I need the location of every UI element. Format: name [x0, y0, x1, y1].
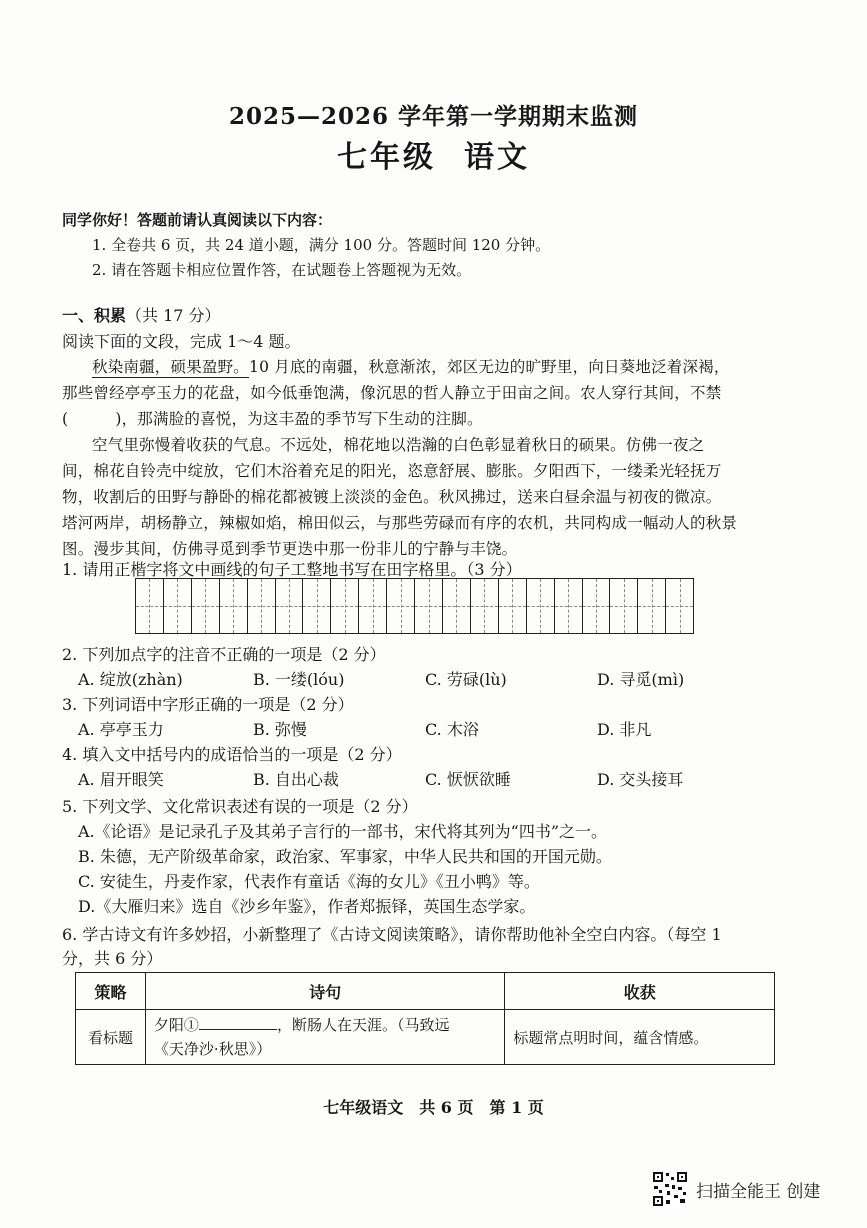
grid-cell[interactable] [164, 579, 192, 633]
question-1: 1. 请用正楷字将文中画线的句子工整地书写在田字格里。（3 分） [62, 560, 522, 579]
q4-option-a[interactable]: A. 眉开眼笑 [78, 770, 164, 789]
table-header-row [76, 973, 775, 1010]
section-heading [62, 303, 221, 326]
q5-option-b[interactable]: B. 朱德，无产阶级革命家，政治家、军事家，中华人民共和国的开国元勋。 [78, 847, 612, 866]
grid-cell[interactable] [136, 579, 164, 633]
verse-prefix: 夕阳① [153, 1016, 199, 1034]
row1-strategy: 看标题 [76, 1010, 146, 1065]
header-verse: 诗句 [145, 973, 504, 1010]
scanner-watermark [652, 1171, 820, 1207]
passage-p1-line3: ( )，那满脸的喜悦，为这丰盈的季节写下生动的注脚。 [62, 410, 483, 428]
q2-option-a[interactable]: A. 绽放(zhàn) [78, 670, 183, 689]
page-footer: 七年级语文 共 6 页 第 1 页 [323, 1098, 544, 1117]
grid-cell[interactable] [666, 579, 693, 633]
grid-cell[interactable] [499, 579, 527, 633]
q4-option-d[interactable]: D. 交头接耳 [597, 770, 684, 789]
verse-source: 《天净沙·秋思》） [153, 1040, 272, 1058]
reading-lead: 阅读下面的文段，完成 1～4 题。 [62, 332, 301, 351]
grid-cell[interactable] [471, 579, 499, 633]
question-4: 4. 填入文中括号内的成语恰当的一项是（2 分） [62, 745, 402, 764]
passage-p2-line4: 塔河两岸，胡杨静立，辣椒如焰，棉田似云，与那些劳碌而有序的农机，共同构成一幅动人的秋景 [62, 514, 738, 532]
grid-cell[interactable] [220, 579, 248, 633]
instructions-item-1: 1. 全卷共 6 页，共 24 道小题，满分 100 分。答题时间 120 分钟。 [92, 236, 551, 254]
q5-option-d[interactable]: D.《大雁归来》选自《沙乡年鉴》，作者郑振铎，英国生态学家。 [78, 897, 536, 916]
question-5: 5. 下列文学、文化常识表述有误的一项是（2 分） [62, 797, 418, 816]
row1-gain: 标题常点明时间，蕴含情感。 [505, 1010, 775, 1065]
qr-code-icon [652, 1171, 688, 1207]
table-row [76, 1010, 775, 1065]
row1-verse [145, 1010, 504, 1065]
q3-option-a[interactable]: A. 亭亭玉力 [78, 720, 164, 739]
grid-cell[interactable] [387, 579, 415, 633]
grid-cell[interactable] [192, 579, 220, 633]
strategy-table [75, 972, 775, 1065]
q2-option-c[interactable]: C. 劳碌(lù) [425, 670, 507, 689]
q3-option-c[interactable]: C. 木浴 [425, 720, 479, 739]
underlined-sentence: 秋染南疆，硕果盈野。 [92, 358, 250, 376]
passage-p2-line3: 物，收割后的田野与静卧的棉花都被镀上淡淡的金色。秋风拂过，送来白昼余温与初夜的微凉。 [62, 488, 722, 506]
grid-cell[interactable] [276, 579, 304, 633]
header-gain: 收获 [505, 973, 775, 1010]
grid-cell[interactable] [555, 579, 583, 633]
grade-label: 七年级 [337, 140, 436, 175]
exam-subject [0, 132, 867, 176]
grid-cell[interactable] [583, 579, 611, 633]
verse-suffix: ，断肠人在天涯。（马致远 [276, 1016, 450, 1034]
section-points: （共 17 分） [126, 306, 221, 325]
q2-option-d[interactable]: D. 寻觅(mì) [597, 670, 685, 689]
passage-p2-line2: 间，棉花自铃壳中绽放，它们木浴着充足的阳光，恣意舒展、膨胀。夕阳西下，一缕柔光轻抚万 [62, 462, 722, 480]
passage-p2-line5: 图。漫步其间，仿佛寻觅到季节更迭中那一份非儿的宁静与丰饶。 [62, 540, 518, 558]
grid-cell[interactable] [331, 579, 359, 633]
passage-p1-line1 [92, 355, 730, 377]
q3-option-d[interactable]: D. 非凡 [597, 720, 652, 739]
tianzige-grid[interactable] [135, 578, 694, 634]
q4-option-b[interactable]: B. 自出心裁 [253, 770, 339, 789]
exam-title: 2025—2026 学年第一学期期末监测 [228, 103, 639, 130]
grid-cell[interactable] [443, 579, 471, 633]
q5-option-c[interactable]: C. 安徒生，丹麦作家，代表作有童话《海的女儿》《丑小鸭》等。 [78, 872, 540, 891]
grid-cell[interactable] [248, 579, 276, 633]
passage-p2-line1: 空气里弥慢着收获的气息。不远处，棉花地以浩瀚的白色彰显着秋日的硕果。仿佛一夜之 [92, 436, 705, 454]
q4-option-c[interactable]: C. 恹恹欲睡 [425, 770, 511, 789]
q5-option-a[interactable]: A.《论语》是记录孔子及其弟子言行的一部书，宋代将其列为“四书”之一。 [78, 822, 608, 841]
q3-option-b[interactable]: B. 弥慢 [253, 720, 307, 739]
question-6-line1: 6. 学古诗文有许多妙招，小新整理了《古诗文阅读策略》，请你帮助他补全空白内容。（每空 1 [62, 925, 722, 944]
grid-cell[interactable] [359, 579, 387, 633]
grid-cell[interactable] [527, 579, 555, 633]
question-3: 3. 下列词语中字形正确的一项是（2 分） [62, 695, 354, 714]
subject-label: 语文 [464, 140, 530, 175]
instructions-heading: 同学你好！答题前请认真阅读以下内容： [62, 211, 333, 229]
grid-cell[interactable] [303, 579, 331, 633]
grid-cell[interactable] [610, 579, 638, 633]
watermark-text: 扫描全能王 创建 [696, 1181, 821, 1202]
passage-text: 10 月底的南疆，秋意渐浓，郊区无边的旷野里，向日葵地泛着深褐， [249, 358, 730, 376]
grid-cell[interactable] [638, 579, 666, 633]
q2-option-b[interactable]: B. 一缕(lóu) [253, 670, 345, 689]
grid-cell[interactable] [415, 579, 443, 633]
passage-p1-line2: 那些曾经亭亭玉力的花盘，如今低垂饱满，像沉思的哲人静立于田亩之间。农人穿行其间，不禁 [62, 384, 722, 402]
header-strategy: 策略 [76, 973, 146, 1010]
section-title: 一、积累 [62, 306, 127, 325]
question-2: 2. 下列加点字的注音不正确的一项是（2 分） [62, 645, 386, 664]
answer-blank-1[interactable] [199, 1029, 277, 1030]
question-6-line2: 分，共 6 分） [62, 949, 163, 968]
instructions-item-2: 2. 请在答题卡相应位置作答，在试题卷上答题视为无效。 [92, 261, 472, 279]
